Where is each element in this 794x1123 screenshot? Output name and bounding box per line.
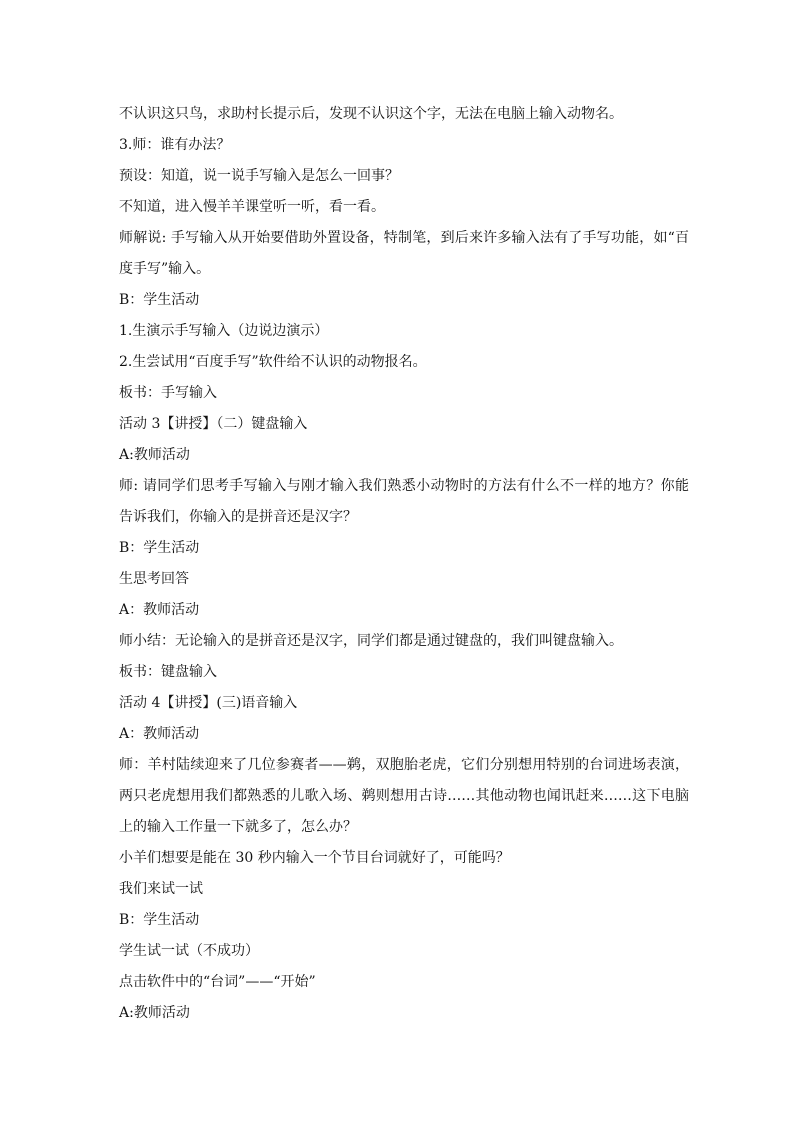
text-line: 小羊们想要是能在 30 秒内输入一个节目台词就好了，可能吗？ <box>119 850 510 866</box>
board-note: 板书：键盘输入 <box>119 664 217 680</box>
activity-heading: 活动 4【讲授】(三)语音输入 <box>119 695 298 711</box>
section-label: B：学生活动 <box>119 540 200 556</box>
text-line: 生思考回答 <box>119 571 189 587</box>
text-line: 两只老虎想用我们都熟悉的儿歌入场、鹈则想用古诗……其他动物也闻讯赶来……这下电脑 <box>119 788 689 804</box>
text-line: 告诉我们，你输入的是拼音还是汉字？ <box>119 509 357 525</box>
text-line: 度手写”输入。 <box>119 261 211 277</box>
text-line: 学生试一试（不成功） <box>119 943 259 959</box>
text-line: 师解说: 手写输入从开始要借助外置设备，特制笔，到后来许多输入法有了手写功能，如“百 <box>119 230 689 246</box>
text-line: 师: 请同学们思考手写输入与刚才输入我们熟悉小动物时的方法有什么不一样的地方？你能 <box>119 478 689 494</box>
text-line: 上的输入工作量一下就多了，怎么办？ <box>119 819 357 835</box>
text-line: 1.生演示手写输入（边说边演示） <box>119 323 329 339</box>
section-label: A:教师活动 <box>119 1005 190 1021</box>
text-line: 预设：知道，说一说手写输入是怎么一回事？ <box>119 168 399 184</box>
text-line: 不认识这只鸟，求助村长提示后，发现不认识这个字，无法在电脑上输入动物名。 <box>119 106 623 122</box>
text-line: 师小结：无论输入的是拼音还是汉字，同学们都是通过键盘的，我们叫键盘输入。 <box>119 633 623 649</box>
activity-heading: 活动 3【讲授】（二）键盘输入 <box>119 416 308 432</box>
text-line: 不知道，进入慢羊羊课堂听一听，看一看。 <box>119 199 385 215</box>
section-label: B：学生活动 <box>119 292 200 308</box>
section-label: A：教师活动 <box>119 726 200 742</box>
text-line: 3.师：谁有办法？ <box>119 137 231 153</box>
document-body <box>119 99 689 1029</box>
section-label: A：教师活动 <box>119 602 200 618</box>
text-line: 2.生尝试用“百度手写”软件给不认识的动物报名。 <box>119 354 427 370</box>
text-line: 师：羊村陆续迎来了几位参赛者——鹈，双胞胎老虎，它们分别想用特别的台词进场表演， <box>119 757 689 773</box>
board-note: 板书：手写输入 <box>119 385 217 401</box>
text-line: 点击软件中的“台词”——“开始” <box>119 974 316 990</box>
section-label: A:教师活动 <box>119 447 190 463</box>
text-line: 我们来试一试 <box>119 881 203 897</box>
section-label: B：学生活动 <box>119 912 200 928</box>
